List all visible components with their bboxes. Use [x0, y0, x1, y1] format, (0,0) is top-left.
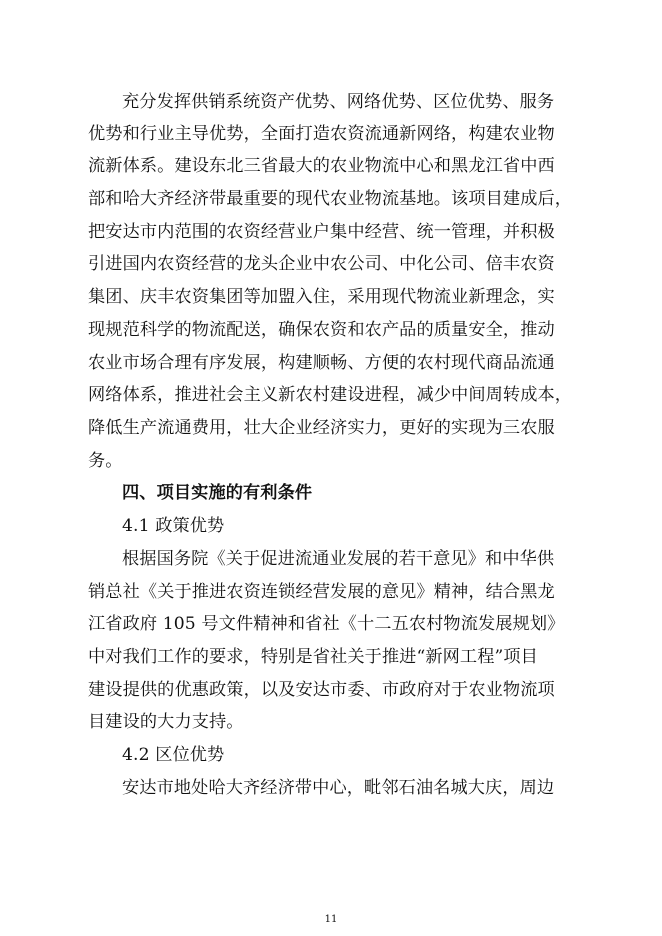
paragraph-line: 建设提供的优惠政策，以及安达市委、市政府对于农业物流项 [88, 680, 555, 700]
paragraph-line: 部和哈大齐经济带最重要的现代农业物流基地。该项目建成后， [88, 189, 573, 209]
paragraph-line: 优势和行业主导优势，全面打造农资流通新网络，构建农业物 [88, 124, 555, 144]
paragraph-line: 江省政府 105 号文件精神和省社《十二五农村物流发展规划》 [88, 614, 565, 634]
paragraph-line: 充分发挥供销系统资产优势、网络优势、区位优势、服务 [122, 92, 555, 112]
paragraph-line: 目建设的大力支持。 [88, 712, 244, 732]
paragraph-line: 流新体系。建设东北三省最大的农业物流中心和黑龙江省中西 [88, 156, 555, 176]
paragraph-line: 引进国内农资经营的龙头企业中农公司、中化公司、倍丰农资 [88, 254, 555, 274]
paragraph-line: 安达市地处哈大齐经济带中心，毗邻石油名城大庆，周边 [122, 778, 555, 798]
paragraph-line: 务。 [88, 451, 123, 471]
paragraph-line: 网络体系，推进社会主义新农村建设进程，减少中间周转成本， [88, 385, 573, 405]
paragraph-line: 中对我们工作的要求，特别是省社关于推进“新网工程”项目 [88, 647, 538, 667]
subsection-heading: 4.2 区位优势 [122, 745, 225, 765]
subsection-heading: 4.1 政策优势 [122, 516, 225, 536]
paragraph-line: 集团、庆丰农资集团等加盟入住，采用现代物流业新理念，实 [88, 287, 555, 307]
paragraph-line: 现规范科学的物流配送，确保农资和农产品的质量安全，推动 [88, 320, 555, 340]
paragraph-line: 把安达市内范围的农资经营业户集中经营、统一管理，并积极 [88, 222, 555, 242]
section-heading: 四、项目实施的有利条件 [122, 483, 313, 503]
paragraph-line: 降低生产流通费用，壮大企业经济实力，更好的实现为三农服 [88, 418, 555, 438]
page-number: 11 [324, 914, 338, 925]
paragraph-line: 农业市场合理有序发展，构建顺畅、方便的农村现代商品流通 [88, 353, 555, 373]
paragraph-line: 根据国务院《关于促进流通业发展的若干意见》和中华供 [122, 549, 555, 569]
paragraph-line: 销总社《关于推进农资连锁经营发展的意见》精神，结合黑龙 [88, 582, 555, 602]
